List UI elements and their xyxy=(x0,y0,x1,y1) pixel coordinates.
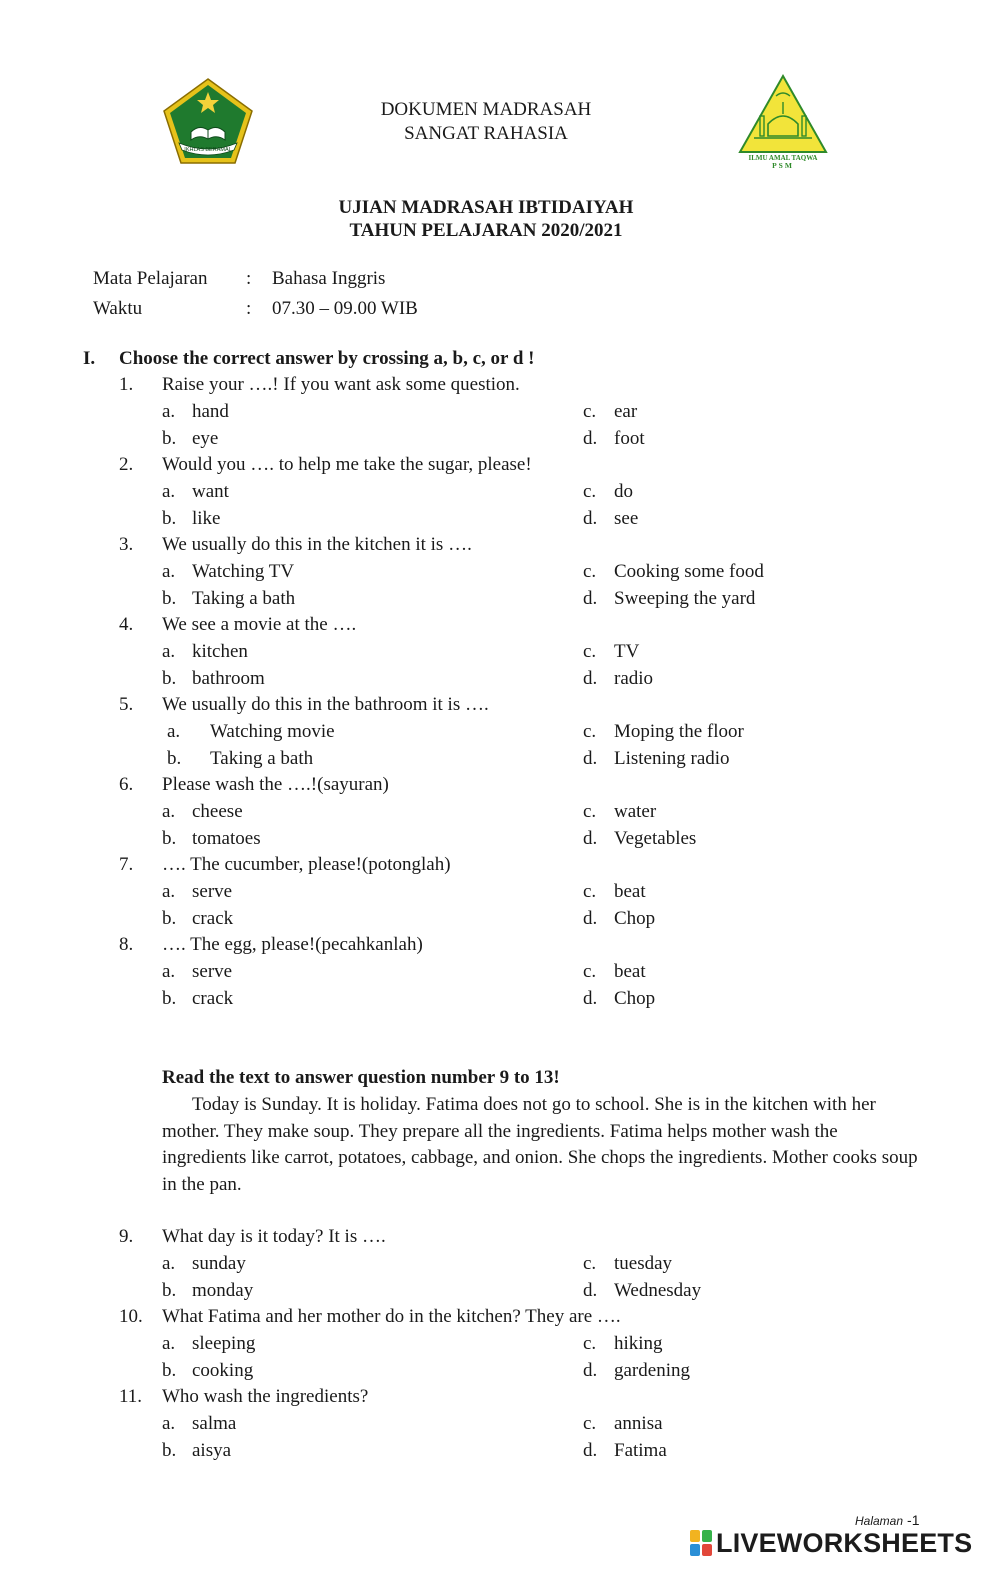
option-text: Moping the floor xyxy=(614,721,744,742)
option-letter: a. xyxy=(162,641,176,662)
section-instruction: Choose the correct answer by crossing a, b, c, or d ! xyxy=(119,348,535,369)
question-number: 8. xyxy=(119,934,134,955)
question-number: 1. xyxy=(119,374,134,395)
option-text: Vegetables xyxy=(614,828,697,849)
option-text: ear xyxy=(614,401,638,422)
question-number: 9. xyxy=(119,1226,134,1247)
option-text: crack xyxy=(192,908,234,929)
option-letter: b. xyxy=(162,908,177,929)
option-letter: d. xyxy=(583,428,598,449)
option-letter: d. xyxy=(583,828,598,849)
question-number: 6. xyxy=(119,774,134,795)
option-letter: d. xyxy=(583,1440,598,1461)
question-number: 2. xyxy=(119,454,134,475)
option-letter: b. xyxy=(162,1440,177,1461)
kemenag-logo xyxy=(161,77,255,167)
option-text: tuesday xyxy=(614,1253,673,1274)
question-number: 10. xyxy=(119,1306,143,1327)
option-text: hand xyxy=(192,401,229,422)
option-letter: d. xyxy=(583,508,598,529)
option-letter: d. xyxy=(583,1280,598,1301)
option-letter: b. xyxy=(162,508,177,529)
option-letter: d. xyxy=(583,748,598,769)
option-text: want xyxy=(192,481,229,502)
time-colon: : xyxy=(246,298,252,319)
question-text: We see a movie at the …. xyxy=(162,614,357,635)
option-letter: a. xyxy=(162,881,176,902)
liveworksheets-wordmark: LIVEWORKSHEETS xyxy=(716,1527,973,1558)
option-letter: d. xyxy=(583,588,598,609)
option-letter: a. xyxy=(162,801,176,822)
option-text: kitchen xyxy=(192,641,248,662)
option-letter: a. xyxy=(162,401,176,422)
question-text: What Fatima and her mother do in the kitchen? They are …. xyxy=(162,1306,621,1327)
option-text: serve xyxy=(192,881,233,902)
option-letter: c. xyxy=(583,481,597,502)
doc-label-line2: SANGAT RAHASIA xyxy=(404,123,568,144)
option-text: beat xyxy=(614,961,646,982)
question-number: 5. xyxy=(119,694,134,715)
question-number: 11. xyxy=(119,1386,143,1407)
option-text: like xyxy=(192,508,221,529)
question-text: Raise your ….! If you want ask some question. xyxy=(162,374,520,395)
option-letter: d. xyxy=(583,668,598,689)
option-text: aisya xyxy=(192,1440,232,1461)
option-text: TV xyxy=(614,641,640,662)
option-letter: a. xyxy=(162,1413,176,1434)
option-letter: b. xyxy=(162,1280,177,1301)
time-label: Waktu xyxy=(93,298,143,319)
option-text: cooking xyxy=(192,1360,254,1381)
option-text: Taking a bath xyxy=(192,588,296,609)
question-number: 4. xyxy=(119,614,134,635)
option-letter: c. xyxy=(583,1333,597,1354)
option-letter: b. xyxy=(162,668,177,689)
option-text: Listening radio xyxy=(614,748,730,769)
option-text: beat xyxy=(614,881,646,902)
option-letter: b. xyxy=(162,828,177,849)
option-text: Wednesday xyxy=(614,1280,702,1301)
logo-right-initials: PSM xyxy=(772,161,794,170)
option-text: hiking xyxy=(614,1333,663,1354)
question-text: Would you …. to help me take the sugar, please! xyxy=(162,454,532,475)
option-letter: a. xyxy=(162,1253,176,1274)
option-letter: a. xyxy=(167,721,181,742)
option-text: see xyxy=(614,508,639,529)
question-text: Please wash the ….!(sayuran) xyxy=(162,774,389,795)
option-letter: c. xyxy=(583,1413,597,1434)
option-letter: c. xyxy=(583,961,597,982)
option-letter: a. xyxy=(162,961,176,982)
option-letter: a. xyxy=(162,561,176,582)
page-number: -1 xyxy=(907,1512,920,1528)
subject-label: Mata Pelajaran xyxy=(93,268,208,289)
option-text: Watching movie xyxy=(210,721,335,742)
option-text: tomatoes xyxy=(192,828,261,849)
option-letter: b. xyxy=(167,748,182,769)
option-letter: c. xyxy=(583,881,597,902)
option-letter: c. xyxy=(583,1253,597,1274)
logo-left-banner: IKHLAS BERAMAL xyxy=(184,147,232,153)
subject-colon: : xyxy=(246,268,252,289)
option-text: annisa xyxy=(614,1413,663,1434)
option-text: Chop xyxy=(614,908,656,929)
option-text: crack xyxy=(192,988,234,1009)
option-text: salma xyxy=(192,1413,237,1434)
option-letter: d. xyxy=(583,1360,598,1381)
option-letter: b. xyxy=(162,588,177,609)
logo-right-motto: ILMU AMAL TAQWA xyxy=(748,154,818,162)
question-text: We usually do this in the kitchen it is …. xyxy=(162,534,472,555)
option-text: serve xyxy=(192,961,233,982)
option-text: foot xyxy=(614,428,645,449)
option-letter: c. xyxy=(583,721,597,742)
option-letter: c. xyxy=(583,401,597,422)
option-text: Cooking some food xyxy=(614,561,764,582)
page-indicator xyxy=(855,1512,919,1528)
option-letter: d. xyxy=(583,988,598,1009)
question-text: We usually do this in the bathroom it is …. xyxy=(162,694,489,715)
question-text: Who wash the ingredients? xyxy=(162,1386,369,1407)
option-letter: c. xyxy=(583,801,597,822)
option-letter: b. xyxy=(162,428,177,449)
option-text: eye xyxy=(192,428,219,449)
section-number: I. xyxy=(83,348,96,369)
option-text: Chop xyxy=(614,988,656,1009)
psm-logo xyxy=(736,72,830,170)
option-letter: c. xyxy=(583,561,597,582)
option-letter: a. xyxy=(162,481,176,502)
option-text: sunday xyxy=(192,1253,246,1274)
reading-heading: Read the text to answer question number 9 to 13! xyxy=(162,1067,560,1088)
option-text: do xyxy=(614,481,633,502)
option-text: Watching TV xyxy=(192,561,295,582)
option-text: Sweeping the yard xyxy=(614,588,756,609)
liveworksheets-brand[interactable] xyxy=(690,1528,972,1558)
reading-passage: Today is Sunday. It is holiday. Fatima does not go to school. She is in the kitchen with her mother. They make soup. They prepare all the ingredients. Fatima helps mother wash the ingredients like carrot, potatoes, cabbage, and onion. She chops the ingredients. Mother cooks soup in the pan. xyxy=(162,1094,918,1195)
liveworksheets-logo-icon xyxy=(690,1530,712,1556)
option-text: water xyxy=(614,801,657,822)
option-text: monday xyxy=(192,1280,254,1301)
option-text: gardening xyxy=(614,1360,690,1381)
doc-label-line1: DOKUMEN MADRASAH xyxy=(380,99,592,120)
option-letter: b. xyxy=(162,1360,177,1381)
option-letter: c. xyxy=(583,641,597,662)
option-text: cheese xyxy=(192,801,243,822)
question-number: 3. xyxy=(119,534,134,555)
question-text: What day is it today? It is …. xyxy=(162,1226,386,1247)
option-text: sleeping xyxy=(192,1333,256,1354)
question-text: …. The cucumber, please!(potonglah) xyxy=(162,854,451,875)
option-text: bathroom xyxy=(192,668,265,689)
option-text: Taking a bath xyxy=(210,748,314,769)
page-label: Halaman xyxy=(855,1514,904,1528)
option-letter: b. xyxy=(162,988,177,1009)
exam-title: UJIAN MADRASAH IBTIDAIYAH xyxy=(338,197,634,218)
question-number: 7. xyxy=(119,854,134,875)
subject-value: Bahasa Inggris xyxy=(272,268,386,289)
time-value: 07.30 – 09.00 WIB xyxy=(272,298,418,319)
option-text: Fatima xyxy=(614,1440,667,1461)
question-text: …. The egg, please!(pecahkanlah) xyxy=(162,934,423,955)
option-text: radio xyxy=(614,668,654,689)
option-letter: d. xyxy=(583,908,598,929)
option-letter: a. xyxy=(162,1333,176,1354)
exam-year: TAHUN PELAJARAN 2020/2021 xyxy=(349,220,623,241)
